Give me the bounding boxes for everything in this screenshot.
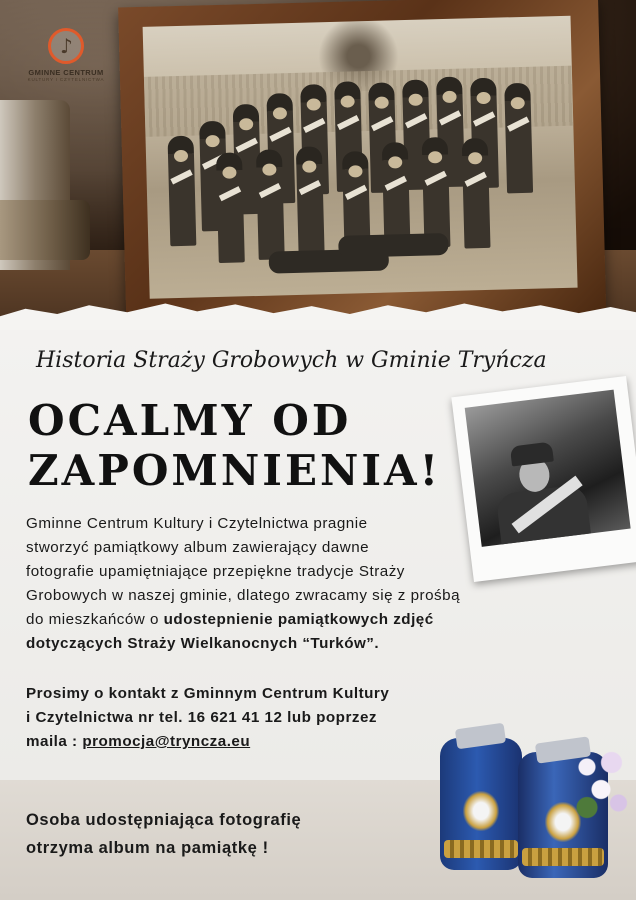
body-line: fotografie upamiętniające przepiękne tradycje Straży xyxy=(26,563,405,580)
portrait-cap xyxy=(510,442,554,467)
framed-historical-photo xyxy=(118,0,606,325)
poster-headline xyxy=(28,396,468,496)
contact-paragraph xyxy=(26,682,486,754)
headline-line-1: OCALMY OD xyxy=(28,396,352,445)
body-line-bold: dotyczących Straży Wielkanocnych “Turków”. xyxy=(26,635,380,652)
photo-figure xyxy=(296,146,325,257)
body-line xyxy=(26,608,586,632)
logo-subtitle: KULTURY I CZYTELNICTWA xyxy=(27,77,105,82)
turk-guard-hat-image xyxy=(440,738,522,870)
footer-line-2: otrzyma album na pamiątkę ! xyxy=(26,839,269,857)
hat-trim xyxy=(522,848,604,866)
photo-figure xyxy=(216,152,245,263)
body-paragraph xyxy=(26,512,586,656)
hat-trim xyxy=(444,840,518,858)
headline-line-2: ZAPOMNIENIA! xyxy=(28,446,442,495)
candlestick-base-image xyxy=(0,200,90,260)
historical-group-photo xyxy=(143,16,578,299)
logo-music-note-icon xyxy=(48,28,84,64)
photo-figure xyxy=(256,149,285,260)
footer-line-1: Osoba udostępniająca fotografię xyxy=(26,811,302,829)
contact-line: Prosimy o kontakt z Gminnym Centrum Kultury xyxy=(26,685,390,702)
contact-line xyxy=(26,730,486,754)
poster-subtitle: Historia Straży Grobowych w Gminie Tryńcza xyxy=(36,348,547,373)
photo-lying-figure xyxy=(338,233,449,258)
body-line: Grobowych w naszej gminie, dlatego zwracamy się z prośbą xyxy=(26,587,461,604)
email-link[interactable]: promocja@tryncza.eu xyxy=(82,733,251,750)
flowers-decoration xyxy=(566,740,636,830)
body-line-bold: udostepnienie pamiątkowych zdjęć xyxy=(163,611,434,628)
eagle-emblem-icon xyxy=(463,791,499,831)
logo-title: GMINNE CENTRUM xyxy=(28,68,104,77)
body-line: Gminne Centrum Kultury i Czytelnictwa pragnie xyxy=(26,515,368,532)
body-line: stworzyć pamiątkowy album zawierający dawne xyxy=(26,539,370,556)
footer-note xyxy=(26,806,426,862)
photo-figure xyxy=(462,138,491,249)
photo-figure xyxy=(422,137,451,248)
organization-logo xyxy=(18,28,114,82)
contact-line: i Czytelnictwa nr tel. 16 621 41 12 lub poprzez xyxy=(26,709,377,726)
photo-figure xyxy=(167,136,196,247)
photo-figure xyxy=(504,83,533,194)
email-label: maila : xyxy=(26,733,83,750)
body-line-text: do mieszkańców o xyxy=(26,611,164,628)
